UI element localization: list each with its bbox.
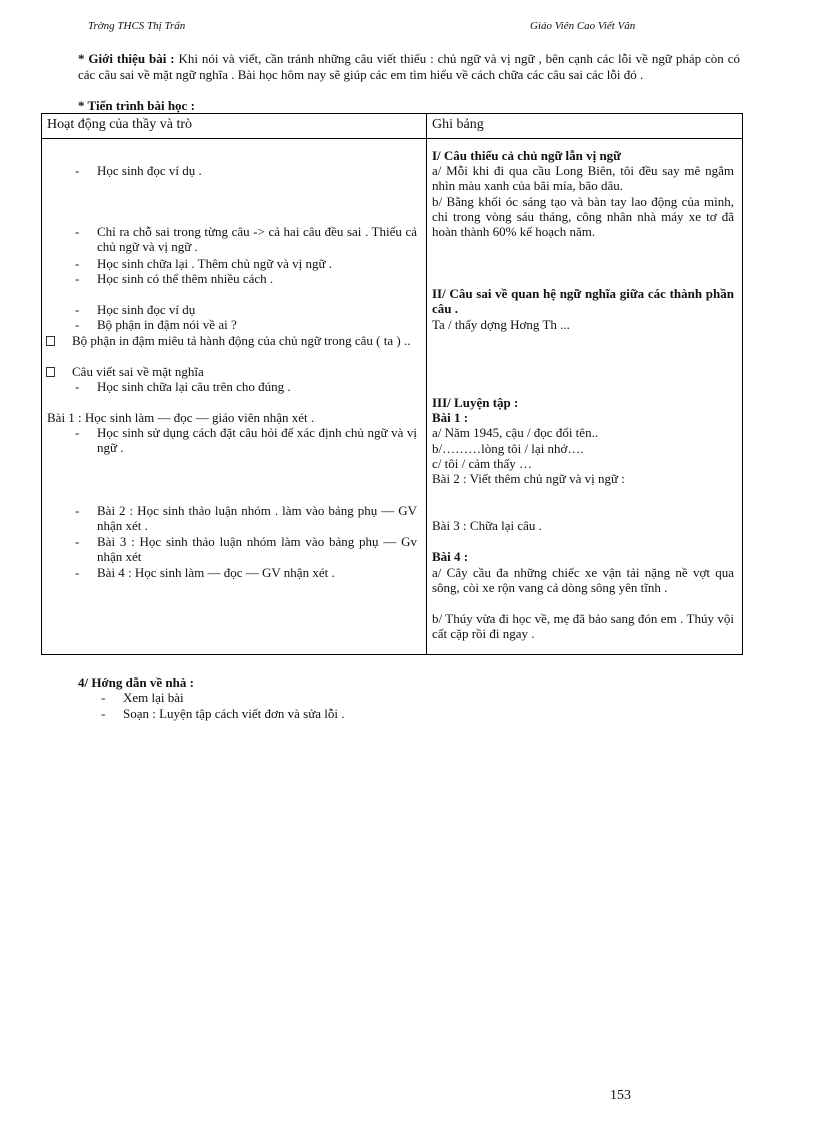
exercise-4-activity: - Bài 4 : Học sinh làm — đọc — GV nhận xét .	[97, 565, 335, 580]
homework-item: - Soạn : Luyện tập cách viết đơn và sửa lỗi .	[123, 706, 345, 721]
activity-line: - Bộ phận in đậm nói về ai ?	[97, 317, 237, 332]
section-2-example: Ta / thấy dợng Hơng Th ...	[432, 317, 570, 332]
activity-line: - Học sinh sử dụng cách đặt câu hỏi để xác định chủ ngữ và vị ngữ .	[97, 425, 417, 455]
activity-line: - Học sinh chữa lại câu trên cho đúng .	[97, 379, 291, 394]
header-rule	[42, 138, 742, 139]
exercise-1-answer-a: a/ Năm 1945, cậu / đọc đổi tên..	[432, 425, 599, 440]
exercise-4-title: Bài 4 :	[432, 549, 469, 564]
exercise-3-title: Bài 3 : Chữa lại câu .	[432, 518, 542, 533]
column-divider	[426, 114, 427, 654]
section-1-example-b: b/ Bằng khối óc sáng tạo và bàn tay lao động của mình, chỉ trong vòng sáu tháng, công nhân nhà máy xe tơ đã hoàn thành 60% kế hoạch năm.	[432, 194, 734, 239]
section-1-heading: I/ Câu thiếu cả chủ ngữ lẫn vị ngữ	[432, 148, 621, 163]
exercise-2-title: Bài 2 : Viết thêm chủ ngữ và vị ngữ :	[432, 471, 625, 486]
activity-line: Câu viết sai về mặt nghĩa	[72, 364, 204, 379]
exercise-1-title: Bài 1 :	[432, 410, 469, 425]
exercise-3-activity: - Bài 3 : Học sinh thảo luận nhóm làm vào bảng phụ — Gv nhận xét	[97, 534, 417, 564]
checkbox-icon	[46, 336, 55, 346]
intro-text: Khi nói và viết, cần tránh những câu viết thiếu : chủ ngữ và vị ngữ , bên cạnh các lỗi về ngữ pháp còn có các câu sai về mặt ngữ nghĩa . Bài học hôm nay sẽ giúp các em tìm hiểu về cách chữa các câu sai các lỗi đó .	[78, 51, 740, 82]
intro-label: * Giới thiệu bài :	[78, 51, 175, 66]
board-column-header: Ghi bảng	[432, 117, 484, 132]
homework-title: 4/ Hớng dẫn về nhà :	[78, 675, 194, 690]
lesson-progress-label: * Tiến trình bài học :	[78, 98, 195, 113]
school-header: Trờng THCS Thị Trấn	[88, 20, 186, 32]
activity-line: - Chỉ ra chỗ sai trong từng câu -> cả hai câu đều sai . Thiếu cả chủ ngữ và vị ngữ .	[97, 224, 417, 254]
exercise-4-answer-b: b/ Thúy vừa đi học về, mẹ đã bảo sang đón em . Thúy vội cất cặp rồi đi ngay .	[432, 611, 734, 641]
exercise-1-answer-b: b/………lòng tôi / lại nhớ….	[432, 441, 584, 456]
exercise-4-answer-a: a/ Cây cầu đa những chiếc xe vận tải nặng nề vợt qua sông, còi xe rộn vang cả dòng sông yên tĩnh .	[432, 565, 734, 595]
section-3-heading: III/ Luyện tập :	[432, 395, 519, 410]
section-2-heading: II/ Câu sai về quan hệ ngữ nghĩa giữa các thành phần câu .	[432, 286, 734, 316]
activity-line: - Học sinh đọc ví dụ .	[97, 163, 202, 178]
activity-line: - Học sinh có thể thêm nhiều cách .	[97, 271, 273, 286]
lesson-table	[41, 113, 743, 655]
activity-column-header: Hoạt động của thầy và trò	[47, 117, 193, 132]
teacher-header: Giáo Viên Cao Viết Vân	[530, 20, 636, 32]
exercise-2-activity: - Bài 2 : Học sinh thảo luận nhóm . làm vào bảng phụ — GV nhận xét .	[97, 503, 417, 533]
exercise-1-activity: Bài 1 : Học sinh làm — đọc — giáo viên nhận xét .	[47, 410, 315, 425]
activity-line: - Học sinh chữa lại . Thêm chủ ngữ và vị ngữ .	[97, 256, 332, 271]
section-1-example-a: a/ Mỗi khi đi qua cầu Long Biên, tôi đều say mê ngắm nhìn màu xanh của bãi mía, bão dâu.	[432, 163, 734, 193]
exercise-1-answer-c: c/ tôi / cảm thấy …	[432, 456, 533, 471]
activity-line: - Học sinh đọc ví dụ	[97, 302, 195, 317]
checkbox-icon	[46, 367, 55, 377]
activity-line: Bộ phận in đậm miêu tả hành động của chủ ngữ trong câu ( ta ) ..	[72, 333, 411, 348]
homework-item: - Xem lại bài	[123, 690, 184, 705]
lesson-intro	[78, 51, 740, 83]
page-number: 153	[610, 1088, 631, 1103]
